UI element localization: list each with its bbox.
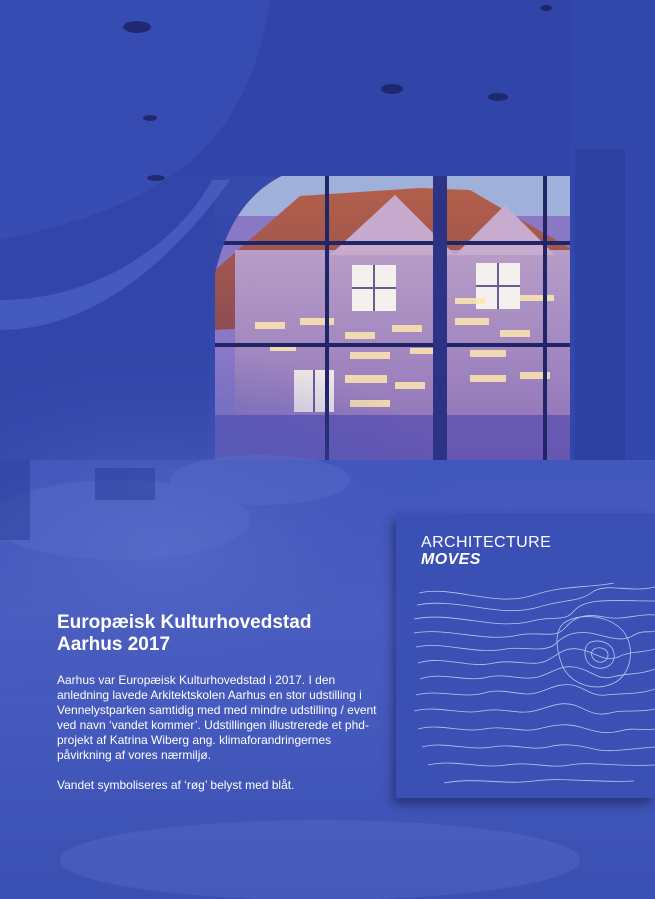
brand-logo — [421, 534, 551, 568]
body-paragraph-1: Aarhus var Europæisk Kulturhovedstad i 2017. I den anledning lavede Arkitektskolen Aarhus en stor udstilling i Vennelystparken samtidig med med mindre udstilling / event ved navn ‘vandet kommer’. Udstillingen illustrerede et phd-projekt af Katrina Wiberg ang. klimaforandringernes påvirkning af vores nærmiljø. — [57, 673, 377, 762]
heading-line-1: Europæisk Kulturhovedstad — [57, 612, 312, 633]
architecture-moves-card — [396, 513, 655, 798]
brand-line-2: MOVES — [421, 551, 481, 568]
body-text — [57, 673, 382, 793]
page-heading — [57, 612, 387, 656]
contour-lines-icon — [414, 583, 655, 788]
brand-line-1: ARCHITECTURE — [421, 534, 552, 551]
body-paragraph-2: Vandet symboliseres af ‘røg’ belyst med blåt. — [57, 778, 295, 792]
heading-line-2: Aarhus 2017 — [57, 634, 171, 655]
